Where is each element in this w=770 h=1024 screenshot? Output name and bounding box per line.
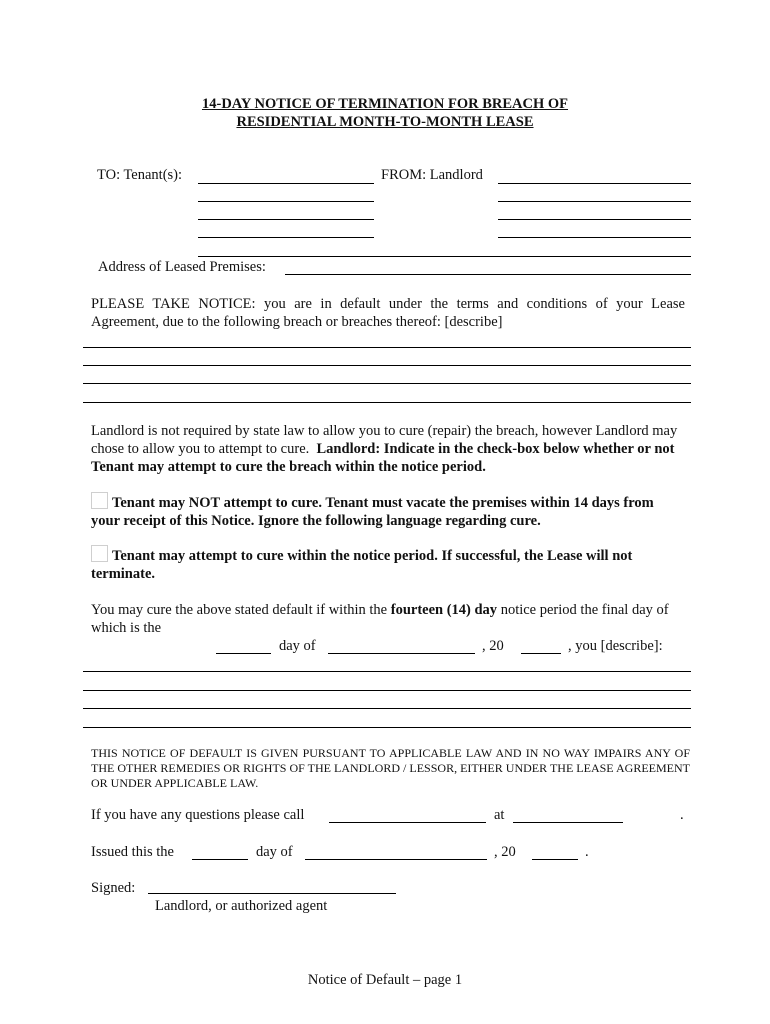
notice-paragraph: PLEASE TAKE NOTICE: you are in default under the terms and conditions of your Lease Agreement, due to the following breach or breaches thereof: [describe] <box>91 296 685 330</box>
cure-period-bold: fourteen (14) day <box>390 602 498 618</box>
cure-day-field[interactable] <box>216 653 271 654</box>
landlord-name-line-2[interactable] <box>498 201 691 202</box>
cure-day-of-label: day of <box>279 638 316 654</box>
landlord-name-line-4[interactable] <box>498 237 691 238</box>
questions-phone-field[interactable] <box>329 822 486 823</box>
from-landlord-label: FROM: Landlord <box>381 167 483 183</box>
issued-day-field[interactable] <box>192 859 248 860</box>
separator-line <box>198 256 691 257</box>
to-tenant-label: TO: Tenant(s): <box>97 167 183 183</box>
issued-period: . <box>585 844 589 860</box>
landlord-name-line-3[interactable] <box>498 219 691 220</box>
document-title-line-2: RESIDENTIAL MONTH-TO-MONTH LEASE <box>236 114 534 130</box>
issued-year-prefix: , 20 <box>494 844 516 860</box>
disclaimer-text: THIS NOTICE OF DEFAULT IS GIVEN PURSUANT TO APPLICABLE LAW AND IN NO WAY IMPAIRS ANY OF THE OTHER REMEDIES OR RIGHTS OF THE LANDLORD / LESSOR, EITHER UNDER THE LEASE AGREEMENT OR UNDER APPLICABLE LAW. <box>91 746 690 790</box>
cure-you-describe-label: , you [describe]: <box>568 638 663 654</box>
breach-line-1[interactable] <box>83 347 691 348</box>
issued-label: Issued this the <box>91 844 174 860</box>
breach-line-4[interactable] <box>83 402 691 403</box>
cure-period-post: notice period the final day of which is the <box>91 602 669 636</box>
cure-describe-line-1[interactable] <box>83 671 691 672</box>
breach-line-3[interactable] <box>83 383 691 384</box>
address-label: Address of Leased Premises: <box>98 259 266 275</box>
cure-year-prefix: , 20 <box>482 638 504 654</box>
document-title-line-1: 14-DAY NOTICE OF TERMINATION FOR BREACH OF <box>201 96 569 112</box>
tenant-name-line-1[interactable] <box>198 183 374 184</box>
cure-describe-line-2[interactable] <box>83 690 691 691</box>
cure-intro-paragraph <box>91 422 687 476</box>
questions-at-field[interactable] <box>513 822 623 823</box>
page-footer: Notice of Default – page 1 <box>307 972 463 988</box>
cure-describe-line-3[interactable] <box>83 708 691 709</box>
cure-year-field[interactable] <box>521 653 561 654</box>
issued-month-field[interactable] <box>305 859 487 860</box>
address-input-line[interactable] <box>285 274 691 275</box>
breach-line-2[interactable] <box>83 365 691 366</box>
cure-intro-text: Landlord is not required by state law to allow you to cure (repair) the breach, however Landlord may chose to allow you to attempt to cure. <box>91 423 678 457</box>
cure-intro-instruction: Landlord: Indicate in the check-box below whether or not Tenant may attempt to cure the breach within the notice period. <box>91 441 675 475</box>
issued-year-field[interactable] <box>532 859 578 860</box>
cure-period-paragraph <box>91 601 681 637</box>
tenant-name-line-3[interactable] <box>198 219 374 220</box>
signature-line[interactable] <box>148 893 396 894</box>
questions-label: If you have any questions please call <box>91 807 305 823</box>
no-cure-option-text: Tenant may NOT attempt to cure. Tenant must vacate the premises within 14 days from your receipt of this Notice. Ignore the following language regarding cure. <box>91 495 654 529</box>
cure-month-field[interactable] <box>328 653 475 654</box>
issued-day-of-label: day of <box>256 844 293 860</box>
landlord-name-line-1[interactable] <box>498 183 691 184</box>
cure-option-text: Tenant may attempt to cure within the notice period. If successful, the Lease will not terminate. <box>91 548 633 582</box>
tenant-name-line-4[interactable] <box>198 237 374 238</box>
cure-describe-line-4[interactable] <box>83 727 691 728</box>
signed-label: Signed: <box>91 880 136 896</box>
tenant-name-line-2[interactable] <box>198 201 374 202</box>
signature-caption: Landlord, or authorized agent <box>155 898 328 914</box>
questions-period: . <box>680 807 684 823</box>
cure-period-pre: You may cure the above stated default if within the <box>91 602 391 618</box>
questions-at-label: at <box>494 807 505 823</box>
